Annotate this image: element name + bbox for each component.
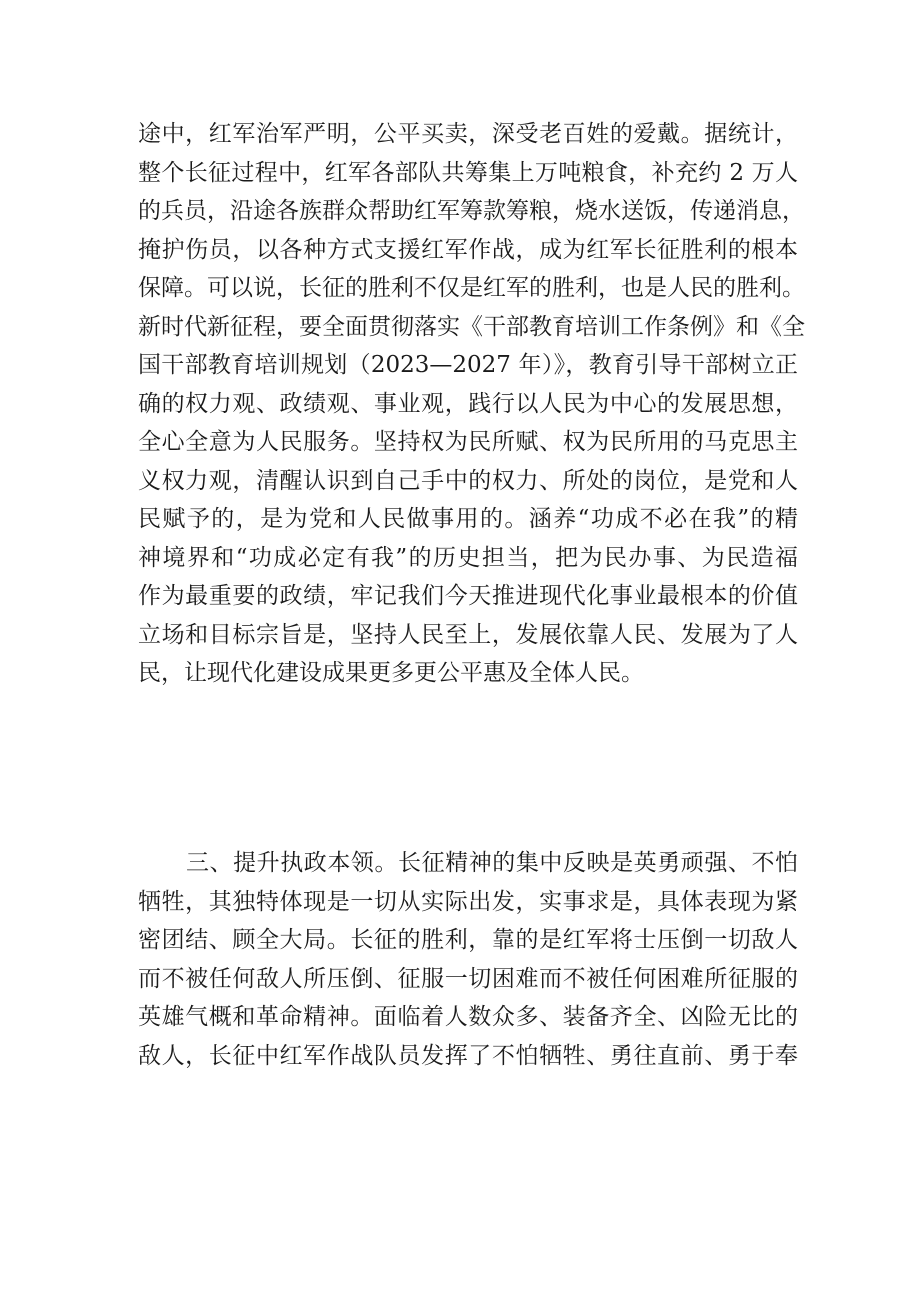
paragraph-line: 途中，红军治军严明，公平买卖，深受老百姓的爱戴。据统计，: [138, 121, 798, 147]
paragraph-2: [138, 844, 798, 1075]
paragraph-line: 敌人，长征中红军作战队员发挥了不怕牺牲、勇往直前、勇于奉: [138, 1042, 798, 1069]
paragraph-line: 而不被任何敌人所压倒、征服一切困难而不被任何困难所征服的: [138, 965, 798, 992]
paragraph-line: 保障。可以说，长征的胜利不仅是红军的胜利，也是人民的胜利。: [138, 275, 805, 301]
paragraph-line: 国干部教育培训规划（2023—2027 年）》，教育引导干部树立正: [138, 352, 798, 378]
paragraph-line: 三、提升执政本领。长征精神的集中反映是英勇顽强、不怕: [186, 850, 798, 876]
paragraph-line: 的兵员，沿途各族群众帮助红军筹款筹粮，烧水送饭，传递消息，: [138, 198, 805, 224]
paragraph-line: 作为最重要的政绩，牢记我们今天推进现代化事业最根本的价值: [138, 583, 798, 609]
paragraph-line: 神境界和“功成必定有我”的历史担当，把为民办事、为民造福: [138, 544, 798, 571]
paragraph-line: 掩护伤员，以各种方式支援红军作战，成为红军长征胜利的根本: [138, 236, 798, 263]
paragraph-line: 立场和目标宗旨是，坚持人民至上，发展依靠人民、发展为了人: [138, 621, 798, 648]
paragraph-1: [138, 115, 805, 693]
paragraph-line: 牺牲，其独特体现是一切从实际出发，实事求是，具体表现为紧: [138, 888, 798, 915]
paragraph-line: 民赋予的，是为党和人民做事用的。涵养“功成不必在我”的精: [138, 506, 798, 532]
paragraph-line: 整个长征过程中，红军各部队共筹集上万吨粮食，补充约 2 万人: [138, 159, 798, 186]
paragraph-line: 全心全意为人民服务。坚持权为民所赋、权为民所用的马克思主: [138, 429, 798, 455]
paragraph-line: 新时代新征程，要全面贯彻落实《干部教育培训工作条例》和《全: [138, 313, 805, 340]
paragraph-line: 义权力观，清醒认识到自己手中的权力、所处的岗位，是党和人: [138, 467, 798, 494]
paragraph-line: 民，让现代化建设成果更多更公平惠及全体人民。: [138, 660, 644, 686]
paragraph-line: 密团结、顾全大局。长征的胜利，靠的是红军将士压倒一切敌人: [138, 927, 798, 953]
paragraph-line: 确的权力观、政绩观、事业观，践行以人民为中心的发展思想，: [138, 390, 798, 417]
paragraph-line: 英雄气概和革命精神。面临着人数众多、装备齐全、凶险无比的: [138, 1004, 798, 1030]
